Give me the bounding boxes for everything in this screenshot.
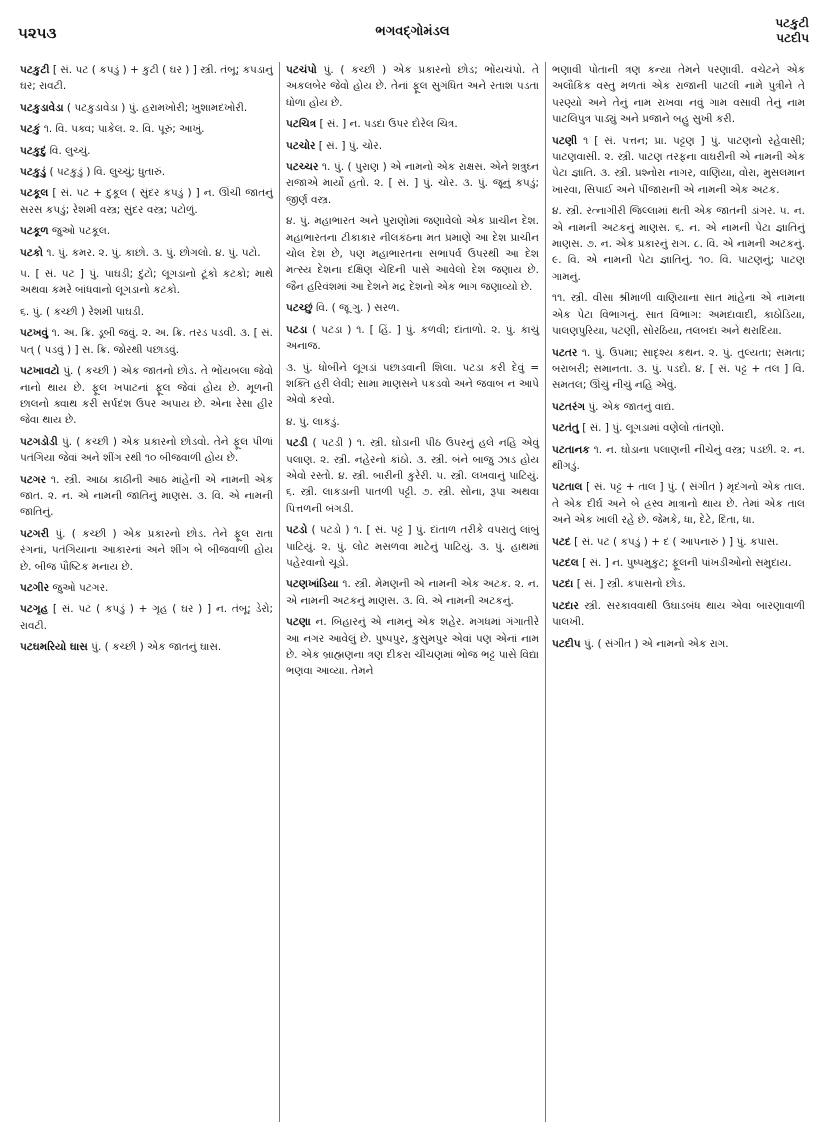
- headword: પટકુટી: [20, 64, 50, 76]
- headword: પટકૂલ: [20, 187, 49, 200]
- definition: ૩. પું. ધોબીને લૂગડાં પછાડવાની શિલા. પટડા કરી દેવું = શક્તિ હરી લેવી; સામા માણસને પકડવો અને જવાબ ન આપે એવો કરવો.: [286, 361, 539, 407]
- headword: પટખવું: [20, 327, 49, 340]
- headword: પટદ: [552, 535, 571, 548]
- headword: પટતાલ: [552, 481, 583, 494]
- headword: પટણખાંડિયા: [286, 578, 339, 591]
- dictionary-entry: [552, 133, 805, 199]
- headword: પટકો: [20, 246, 43, 259]
- page-number: ૫૨૫૩: [18, 24, 57, 42]
- dictionary-entry: [286, 576, 539, 609]
- headword: પટદા: [552, 578, 574, 591]
- dictionary-entry: [20, 304, 273, 320]
- headword: પટડો: [286, 524, 308, 537]
- dictionary-entry: [20, 62, 273, 95]
- definition: ૬. પું. ( કચ્છી ) રેશમી પાઘડી.: [20, 305, 145, 318]
- columns: [14, 62, 811, 1122]
- dictionary-entry: [552, 399, 805, 415]
- dictionary-entry: [286, 322, 539, 355]
- column-right: [545, 62, 811, 1122]
- definition: ૧૧. સ્ત્રી. વીસા શ્રીમાળી વાણિયાના સાત માંહેના એ નામના એક પેટા વિભાગનું. સાત વિભાગ: અમદાવાદી, કાઠોડિયા, પાલણપુરિયા, પટણી, સોરઠિયા, તલબદા અને થરાદિયા.: [552, 292, 805, 338]
- definition: પું. ( કચ્છી ) એક પ્રકારનો છોડ. તેને ફૂલ રાતા રંગનાં, પતંગિયાના આકારનાં અને શીંગ બે બીજવાળી હોય છે. બીજ પૌષ્ટિક મનાય છે.: [20, 527, 274, 573]
- definition: [ સં. પટ્ટ + તાલ ] પું. ( સંગીત ) મૃદંગનો એક તાલ. તે એક દીર્ઘ અને બે હ્રસ્વ માત્રાનો થાય છે. તેમાં એક તાલ અને એક ખાલી રહે છે. જેમકે, ધા, દેટે, દિંતા, ધા.: [552, 481, 805, 527]
- headword: પટકુડું: [20, 166, 47, 179]
- definition: [ સં. ] ન. પડદા ઉપર દોરેલ ચિત્ર.: [319, 118, 458, 131]
- headword: પટખાવટો: [20, 365, 60, 378]
- dictionary-entry: [552, 203, 805, 285]
- definition: ૧. સ્ત્રી. મેમણની એ નામની એક અટક. ૨. ન. એ નામની અટકનું માણસ. ૩. વિ. એ નામની અટકનું.: [286, 578, 539, 607]
- dictionary-entry: [552, 290, 805, 339]
- headword: પટડા: [286, 323, 308, 336]
- definition: [ સં. ] પું. લૂગડામાં વણેલો તાંતણો.: [582, 422, 725, 435]
- guide-word-first: પટકુટી: [775, 16, 809, 30]
- dictionary-entry: [20, 143, 273, 159]
- definition: ( પટકુડું ) વિ. લુચ્ચું; ધુતારું.: [49, 166, 166, 179]
- definition: ૧. સ્ત્રી. આઠા કાઠીની આઠ માંહેની એ નામની એક જાત. ૨. ન. એ નામની જાતિનું માણસ. ૩. વિ. એ નામની જાતિનું.: [20, 473, 274, 519]
- dictionary-entry: [552, 576, 805, 592]
- dictionary-entry: [552, 555, 805, 571]
- definition: ૪. પું. લાકડું.: [286, 415, 340, 428]
- definition: ( પટકુડાવેડા ) પું. હરામખોરી; ખુશામદખોરી.: [66, 101, 248, 114]
- definition: ૧. ન. ઘોડાના પલાણની નીચેનું વસ્ત્ર; પડછી. ૨. ન. થીગડું.: [552, 443, 805, 472]
- headword: પટદલ: [552, 556, 579, 569]
- dictionary-entry: [20, 223, 273, 239]
- dictionary-entry: [552, 420, 805, 436]
- dictionary-entry: [286, 414, 539, 430]
- definition: [ સં. ] પું. ચોર.: [318, 139, 383, 152]
- headword: પટગરી: [20, 527, 50, 540]
- headword: પટગડોડી: [20, 435, 58, 448]
- headword: પટતંતુ: [552, 422, 579, 435]
- dictionary-entry: [286, 435, 539, 517]
- dictionary-entry: [20, 601, 273, 634]
- dictionary-entry: [20, 185, 273, 218]
- dictionary-entry: [552, 62, 805, 128]
- dictionary-entry: [286, 300, 539, 316]
- headword: પટગર: [20, 473, 47, 486]
- definition: ૧ [ સં. પત્તન; પ્રા. પટ્ટણ ] પું. પાટણનો રહેવાસી; પાટણવાસી. ૨. સ્ત્રી. પાટણ તરફના વાઘરીની એ નામની એક પેટા જ્ઞાતિ. ૩. સ્ત્રી. પ્રશ્નોરા નાગર, વાણિયા, વોરા, મુસલમાન ખારવા, સિપાઈ અને પીંજારાની એ નામની એક અટક.: [552, 134, 805, 196]
- headword: પટકુદું: [20, 144, 47, 157]
- definition: [ સં. પટ ( કપડું ) + દ ( આપનારું ) ] પું. કપાસ.: [574, 535, 779, 548]
- headword: પટતાનક: [552, 443, 590, 456]
- dictionary-entry: [20, 266, 273, 299]
- definition: ભણાવી પોતાની ત્રણ કન્યા તેમને પરણાવી. વચેટને એક અલૌકિક વસ્તુ મળતાં એક રાજાની પાટલી નામે પુત્રીને તે પરણ્યો અને તેનું નામ રાખવા નવું ગામ વસાવી તેનું નામ પાટલિપુત્ર પાડ્યું અને પ્રજાને બહુ સુખી કરી.: [552, 64, 805, 126]
- definition: પું. ( કચ્છી ) એક જાતનું ઘાસ.: [91, 641, 222, 654]
- definition: ૪. સ્ત્રી. રત્નાગીરી જિલ્લામાં થતી એક જાતની ડાંગર. ૫. ન. એ નામની અટકનું માણસ. ૬. ન. એ નામની પેટા જ્ઞાતિનું માણસ. ૭. ન. એક પ્રકારનું રાગ. ૮. વિ. એ નામની અટકનું. ૯. વિ. એ નામની પેટા જ્ઞાતિનું. ૧૦. વિ. પાટણનું; પાટણ ગામનું.: [552, 205, 805, 283]
- headword: પટગૃહ: [20, 603, 49, 616]
- dictionary-entry: [20, 100, 273, 116]
- headword: પટકું: [20, 123, 41, 136]
- headword: પટચંપો: [286, 64, 317, 76]
- column-middle: [279, 62, 545, 1122]
- headword: પટચ્ચર: [286, 161, 319, 174]
- definition: ૧. અ. ક્રિ. ડૂબી જવું. ૨. અ. ક્રિ. તરડ પડવી. ૩. [ સં. પત્ ( પડવું ) ] સ. ક્રિ. જોરથી પછાડવું.: [20, 327, 274, 356]
- definition: ૫. [ સં. પટ ] પું. પાઘડી; દુંટો; લૂગડાનો ટૂંકો કટકો; માથે અથવા કમરે બાંધવાનો લૂગડાનો કટકો.: [20, 268, 273, 297]
- dictionary-entry: [552, 345, 805, 394]
- headword: પટડી: [286, 437, 308, 450]
- headword: પટણી: [552, 134, 578, 147]
- definition: પું. ( કચ્છી ) એક પ્રકારનો છોડ; ભોંયચંપો. તે અકલબેર જેવો હોય છે. તેનાં ફૂલ સુગંધિત અને રતાશ પડતા ધોળા હોય છે.: [286, 64, 539, 109]
- guide-word-last: પટદીપ: [776, 31, 809, 45]
- definition: ( પટડા ) ૧. [ હિં. ] પું. કળવી; દાંતાળો. ૨. પું. કાચું અનાજ.: [286, 323, 539, 353]
- headword: પટદીપ: [552, 637, 581, 650]
- headword: પટચિત્ર: [286, 118, 317, 131]
- dictionary-entry: [552, 598, 805, 631]
- definition: પું. ( કચ્છી ) એક પ્રકારનો છોડવો. તેને ફૂલ પીળાં પતંગિયા જેવાં અને શીંગ રથી ૧૦ બીજવાળી હોય છે.: [20, 435, 273, 465]
- definition: [ સં. પટ ( કપડું ) + કુટી ( ઘર ) ] સ્ત્રી. તંબૂ; કપડાનું ઘર; રાવટી.: [20, 64, 273, 93]
- definition: ૧. પું. કમર. ૨. પું. કાછો. ૩. પું. છોગલો. ૪. પું. પટો.: [46, 246, 261, 259]
- headword: પટઘમરિયો ઘાસ: [20, 641, 88, 654]
- dictionary-entry: [20, 580, 273, 596]
- dictionary-entry: [286, 213, 539, 295]
- definition: ૧. પું. ( પુરાણ ) એ નામનો એક રાક્ષસ. એને શત્રુઘ્ન રાજાએ માર્યો હતો. ૨. [ સં. ] પું. ચોર. ૩. પું. જૂનું કપડું; જીર્ણ વસ્ત્ર.: [286, 161, 539, 206]
- definition: વિ. લુચ્ચું.: [49, 144, 91, 157]
- definition: ૧. વિ. પક્વ; પાકેલ. ૨. વિ. પૂરું; આખું.: [43, 123, 205, 136]
- dictionary-entry: [20, 325, 273, 358]
- dictionary-entry: [286, 614, 539, 680]
- dictionary-entry: [552, 534, 805, 550]
- definition: ( પટડી ) ૧. સ્ત્રી. ઘોડાની પીઠ ઉપરનું હલે નહિ એવું પલાણ. ૨. સ્ત્રી. નહેરનો કાંઠો. ૩. સ્ત્રી. બંને બાજુ ઝાડ હોય એવો રસ્તો. ૪. સ્ત્રી. બારીની કુરેરી. ૫. સ્ત્રી. લખવાનું પાટિયું. ૬. સ્ત્રી. લાકડાની પાતળી પટ્ટી. ૭. સ્ત્રી. સોના, રૂપા અથવા પિત્તળની બંગડી.: [286, 437, 540, 515]
- headword: પટતરંગ: [552, 400, 585, 413]
- definition: [ સં. ] સ્ત્રી. કપાસનો છોડ.: [576, 578, 686, 591]
- headword: પટકુડાવેડા: [20, 101, 64, 114]
- dictionary-entry: [20, 639, 273, 655]
- headword: પટતર: [552, 346, 578, 359]
- dictionary-entry: [20, 164, 273, 180]
- definition: [ સં. પટ ( કપડું ) + ગૃહ ( ઘર ) ] ન. તંબૂ; ડેરો; રાવટી.: [20, 603, 273, 632]
- dictionary-entry: [286, 116, 539, 132]
- definition: પું. ( સંગીત ) એ નામનો એક રાગ.: [583, 637, 729, 650]
- dictionary-entry: [552, 636, 805, 652]
- dictionary-entry: [286, 159, 539, 208]
- column-left: [14, 62, 279, 1122]
- definition: પું. એક જાતનું વાદ્ય.: [588, 400, 675, 413]
- headword: પટણા: [286, 616, 311, 629]
- dictionary-entry: [20, 472, 273, 521]
- dictionary-entry: [552, 479, 805, 528]
- page-title: ભગવદ્ગોમંડલ: [375, 24, 450, 39]
- definition: જુઓ પટકૂલ.: [51, 225, 111, 238]
- definition: [ સં. પટ + દુકૂલ ( સુંદર કપડું ) ] ન. ઊંચી જાતનું સરસ કપડું; રેશમી વસ્ત્ર; સુંદર વસ્ત્ર; પટોળું.: [20, 187, 273, 216]
- dictionary-entry: [20, 363, 273, 429]
- headword: પટગીર: [20, 581, 50, 594]
- dictionary-entry: [20, 245, 273, 261]
- headword: પટદાર: [552, 599, 579, 612]
- definition: ૪. પું. મહાભારત અને પુરાણોમાં જણાવેલો એક પ્રાચીન દેશ. મહાભારતના ટીકાકાર નીલકંઠના મત પ્રમાણે આ દેશ પ્રાચીન ચોલ દેશ છે, પણ મહાભારતના સભાપર્વ ઉપરથી આ દેશ મત્સ્ય દેશના દક્ષિણ ચેદિની પાસે આવેલો દેશ જણાય છે. જૈન હરિવંશમાં આ દેશને મદ્ર દેશનો એક ભાગ જણાવ્યો છે.: [286, 215, 539, 293]
- dictionary-entry: [552, 442, 805, 475]
- dictionary-entry: [286, 62, 539, 111]
- definition: જુઓ પટગર.: [52, 581, 109, 594]
- definition: [ સં. ] ન. પુષ્પમુકુટ; ફૂલની પાંખડીઓનો સમુદાય.: [582, 556, 792, 569]
- definition: ૧. પું. ઉપમા; સાદૃશ્ય કથન. ૨. પું. તુલ્યતા; સમતા; બરાબરી; સમાનતા. ૩. પું. પડદો. ૪. [ સં. પટ્ટ + તલ ] વિ. સમતલ; ઊંચું નીચું નહિ એવું.: [552, 346, 805, 392]
- headword: પટકૂળ: [20, 225, 49, 238]
- guide-words: [775, 16, 809, 46]
- dictionary-entry: [286, 138, 539, 154]
- definition: પું. ( કચ્છી ) એક જાતનો છોડ. તે ભોંયબલા જેવો નાનો થાય છે. ફૂલ ખપાટનાં ફૂલ જેવાં હોય છે. મૂળની છાલનો ક્વાથ કરી સર્પદંશ ઉપર અપાય છે. એના રેસા હીર જેવા થાય છે.: [20, 365, 273, 427]
- dictionary-entry: [20, 526, 273, 575]
- dictionary-entry: [20, 121, 273, 137]
- definition: ન. બિહારનું એ નામનું એક શહેર. મગધમાં ગંગાતીરે આ નગર આવેલું છે. પુષ્પપુર, કુસુમપુર એવાં પણ એનાં નામ છે. એક બ્રાહ્મણના ત્રણ દીકરા ચીંચણમાં ભોજ ભટ્ટ પાસે વિદ્યા ભણવા આવ્યા. તેમને: [286, 616, 539, 678]
- definition: ( પટડો ) ૧. [ સં. પટ્ટ ] પું. દાંતાળ તરીકે વપરાતું લાંબું પાટિયું. ૨. પું. લોટ મસળવા માટેનું પાટિયું. ૩. પું. હાથમાં પહેરવાનો ચૂડો.: [286, 524, 539, 569]
- headword: પટચ્છું: [286, 302, 313, 315]
- definition: સ્ત્રી. સરકાવવાથી ઉઘાડબંધ થાય એવા બારણાવાળી પાલખી.: [552, 599, 806, 629]
- headword: પટચોર: [286, 139, 316, 152]
- dictionary-entry: [20, 434, 273, 467]
- definition: વિ. ( જૂ ગુ. ) સરળ.: [316, 302, 400, 315]
- dictionary-entry: [286, 360, 539, 409]
- dictionary-entry: [286, 522, 539, 571]
- page-header: [14, 10, 811, 62]
